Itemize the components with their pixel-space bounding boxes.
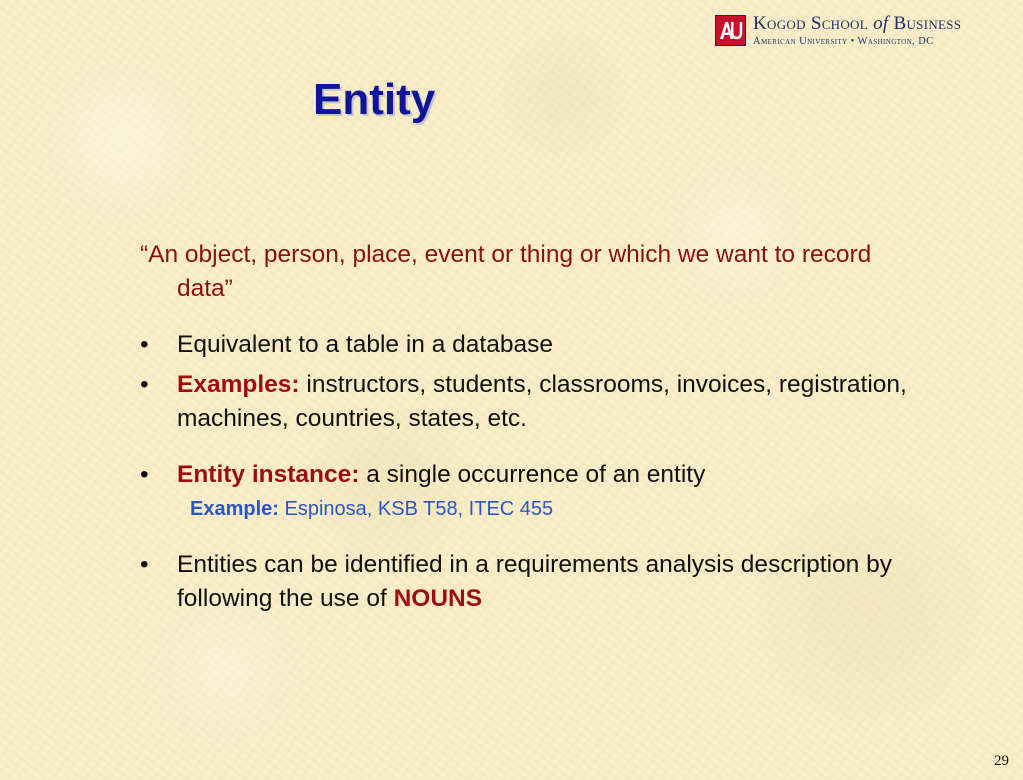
bullet-marker: •	[140, 371, 149, 398]
entity-instance-example	[190, 494, 910, 524]
bullet-entity-instance	[140, 458, 910, 492]
bullet-table-equivalent	[140, 328, 910, 362]
examples-label: Examples:	[177, 371, 300, 398]
american-university-logo-icon	[715, 15, 746, 46]
bullet-text: Equivalent to a table in a database	[177, 331, 553, 358]
nouns-emphasis: NOUNS	[393, 585, 483, 612]
slide-body	[140, 238, 910, 616]
slide-page-number: 29	[994, 753, 1009, 769]
entity-definition-quote: “An object, person, place, event or thing or which we want to record data”	[140, 241, 872, 302]
entity-instance-label: Entity instance:	[177, 461, 360, 488]
bullet-text: Entities can be identified in a requirements analysis description by following the use of	[177, 551, 892, 612]
logo-wordmark	[753, 14, 961, 48]
bullet-nouns	[140, 548, 910, 616]
bullet-text: a single occurrence of an entity	[359, 461, 706, 488]
slide-title: Entity	[313, 75, 436, 124]
bullet-text: instructors, students, classrooms, invoices, registration, machines, countries, states, etc.	[177, 371, 907, 432]
logo-school-name: Kogod School of Business	[753, 13, 962, 34]
bullet-marker: •	[140, 331, 149, 358]
school-logo	[715, 14, 961, 48]
bullet-examples	[140, 368, 910, 436]
logo-university-name: American University • Washington, DC	[753, 36, 934, 47]
example-label: Example:	[190, 498, 279, 520]
example-text: Espinosa, KSB T58, ITEC 455	[278, 498, 554, 520]
bullet-marker: •	[140, 461, 149, 488]
bullet-marker: •	[140, 551, 149, 578]
